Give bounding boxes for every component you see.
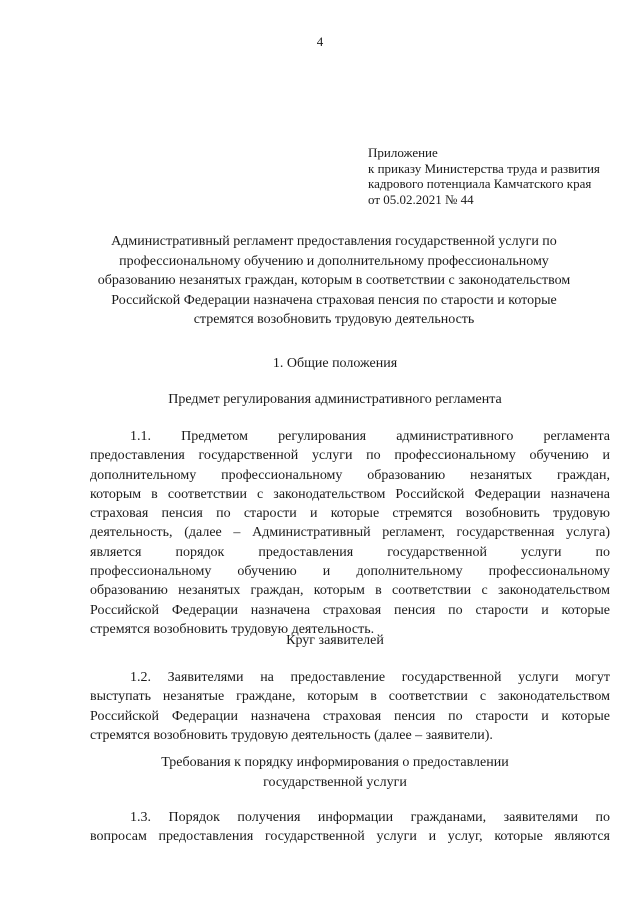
title-line: профессиональному обучению и дополнительному профессиональному: [119, 253, 549, 269]
appendix-line: Приложение: [368, 145, 438, 160]
applicants-heading: [0, 631, 640, 651]
paragraph-1-3: [90, 808, 610, 847]
paragraph-line: образованию незанятых граждан, которым в соответствии с законодательством: [90, 583, 610, 599]
paragraph-line: профессиональному обучению и дополнительному профессиональному: [90, 564, 610, 580]
paragraph-line: страховая пенсия по старости и которые стремятся возобновить трудовую: [90, 506, 610, 522]
paragraph-line: предоставления государственной услуги по профессиональному обучению и: [90, 448, 610, 464]
paragraph-line: 1.2. Заявителями на предоставление государственной услуги могут: [130, 670, 610, 685]
section-1-heading-text: 1. Общие положения: [272, 356, 398, 371]
paragraph-line: 1.1. Предметом регулирования административного регламента: [130, 429, 610, 444]
title-line: стремятся возобновить трудовую деятельность: [193, 312, 475, 327]
title-line: Административный регламент предоставления государственной услуги по: [111, 234, 557, 249]
title-line: Российской Федерации назначена страховая пенсия по старости и которые: [111, 292, 557, 308]
document-title: [60, 232, 608, 330]
paragraph-line: которым в соответствии с законодательством Российской Федерации назначена: [90, 486, 610, 502]
subject-heading-text: Предмет регулирования административного регламента: [168, 392, 502, 407]
paragraph-line: 1.3. Порядок получения информации гражданами, заявителями по: [130, 810, 610, 825]
title-line: образованию незанятых граждан, которым в соответствии с законодательством: [97, 273, 571, 288]
informing-heading-line: Требования к порядку информирования о предоставлении: [161, 755, 509, 770]
paragraph-1-2: [90, 668, 610, 745]
paragraph-line: Российской Федерации назначена страховая пенсия по старости и которые: [90, 708, 610, 724]
paragraph-line: является порядок предоставления государственной услуги по: [90, 544, 610, 560]
paragraph-line: дополнительному профессиональному образованию незанятых граждан,: [90, 467, 610, 483]
paragraph-line: выступать незанятые граждане, которым в соответствии с законодательством: [90, 689, 610, 705]
appendix-line: к приказу Министерства труда и развития: [368, 160, 600, 176]
subject-heading: [0, 390, 640, 410]
appendix-line: от 05.02.2021 № 44: [368, 191, 474, 207]
applicants-heading-text: Круг заявителей: [286, 633, 384, 648]
paragraph-line: Российской Федерации назначена страховая пенсия по старости и которые: [90, 602, 610, 618]
informing-heading-line: государственной услуги: [263, 774, 407, 790]
informing-heading: [0, 753, 640, 792]
paragraph-1-1: [90, 427, 610, 639]
paragraph-line: вопросам предоставления государственной услуги и услуг, которые являются: [90, 829, 610, 845]
section-1-heading: [0, 354, 640, 374]
paragraph-line: стремятся возобновить трудовую деятельность.: [90, 621, 375, 637]
appendix-line: кадрового потенциала Камчатского края: [368, 176, 592, 191]
paragraph-line: деятельность, (далее – Административный регламент, государственная услуга): [90, 525, 610, 541]
page-number: 4: [316, 34, 324, 49]
paragraph-line: стремятся возобновить трудовую деятельность (далее – заявители).: [90, 727, 493, 743]
appendix-block: [368, 145, 600, 207]
